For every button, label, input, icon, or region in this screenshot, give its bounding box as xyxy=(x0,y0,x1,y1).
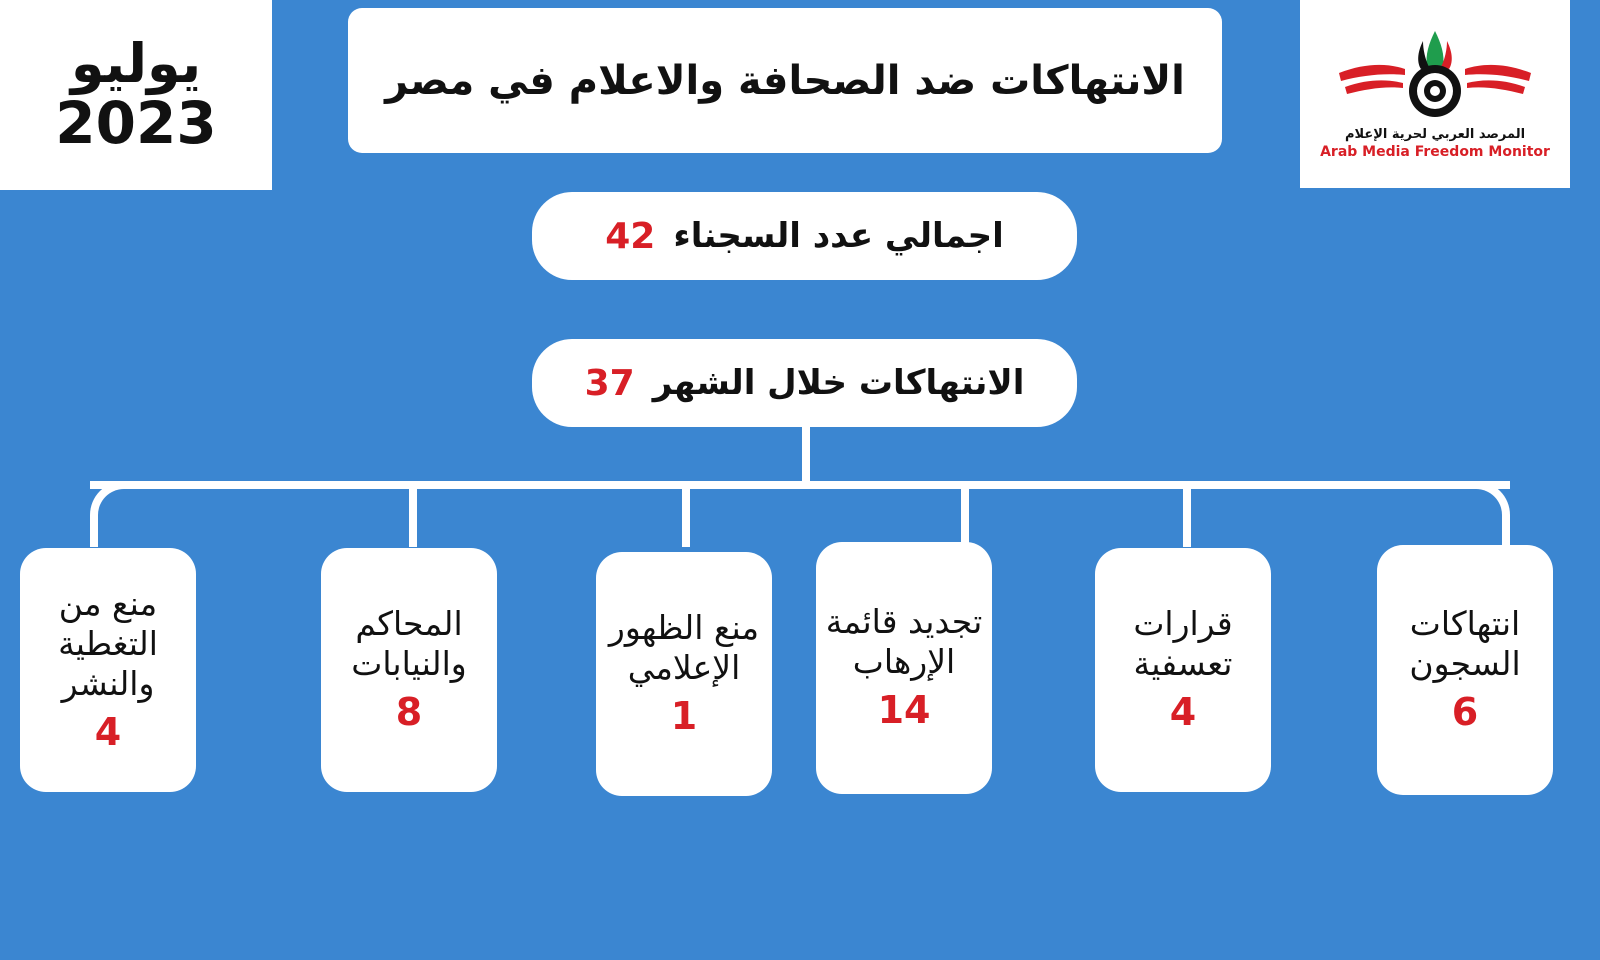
connector-curve-left xyxy=(90,481,130,547)
category-card-arbitrary-decisions xyxy=(1095,548,1271,792)
date-year: 2023 xyxy=(55,88,217,157)
connector-branch-4 xyxy=(409,487,417,547)
category-label: انتهاكات السجون xyxy=(1409,603,1521,683)
category-value: 1 xyxy=(670,694,698,739)
category-value: 4 xyxy=(94,710,122,755)
connector-curve-right xyxy=(1470,481,1510,547)
month-violations-value: 37 xyxy=(584,362,635,404)
connector-trunk-vertical xyxy=(802,427,810,485)
category-label: منع من التغطية والنشر xyxy=(58,583,158,704)
category-card-terror-list-renewal xyxy=(816,542,992,794)
category-card-media-appearance-ban xyxy=(596,552,772,796)
month-violations-pill xyxy=(532,339,1077,427)
category-card-prison-violations xyxy=(1377,545,1553,795)
connector-branch-2 xyxy=(961,487,969,547)
category-label: المحاكم والنيابات xyxy=(351,603,467,683)
category-label: تجديد قائمة الإرهاب xyxy=(825,601,983,681)
category-value: 14 xyxy=(877,688,931,733)
page-title xyxy=(348,8,1222,153)
date-month: يوليو xyxy=(70,32,202,96)
date-box xyxy=(0,0,272,190)
connector-branch-1 xyxy=(1183,487,1191,547)
month-violations-label: الانتهاكات خلال الشهر xyxy=(652,363,1025,403)
category-label: منع الظهور الإعلامي xyxy=(608,607,760,687)
total-prisoners-label: اجمالي عدد السجناء xyxy=(673,216,1004,256)
arab-media-freedom-monitor-logo-icon xyxy=(1335,29,1535,125)
connector-branch-3 xyxy=(682,487,690,547)
total-prisoners-pill xyxy=(532,192,1077,280)
total-prisoners-value: 42 xyxy=(605,215,656,257)
category-value: 8 xyxy=(395,690,423,735)
category-card-courts-and-prosecutions xyxy=(321,548,497,792)
page-title-text: الانتهاكات ضد الصحافة والاعلام في مصر xyxy=(385,57,1185,104)
logo-caption-en: Arab Media Freedom Monitor xyxy=(1320,143,1550,160)
category-label: قرارات تعسفية xyxy=(1133,603,1233,683)
connector-trunk-horizontal xyxy=(90,481,1510,489)
logo-caption-ar: المرصد العربي لحرية الإعلام xyxy=(1344,126,1526,142)
category-value: 4 xyxy=(1169,690,1197,735)
logo-box xyxy=(1300,0,1570,188)
category-value: 6 xyxy=(1451,690,1479,735)
category-card-coverage-publication-ban xyxy=(20,548,196,792)
